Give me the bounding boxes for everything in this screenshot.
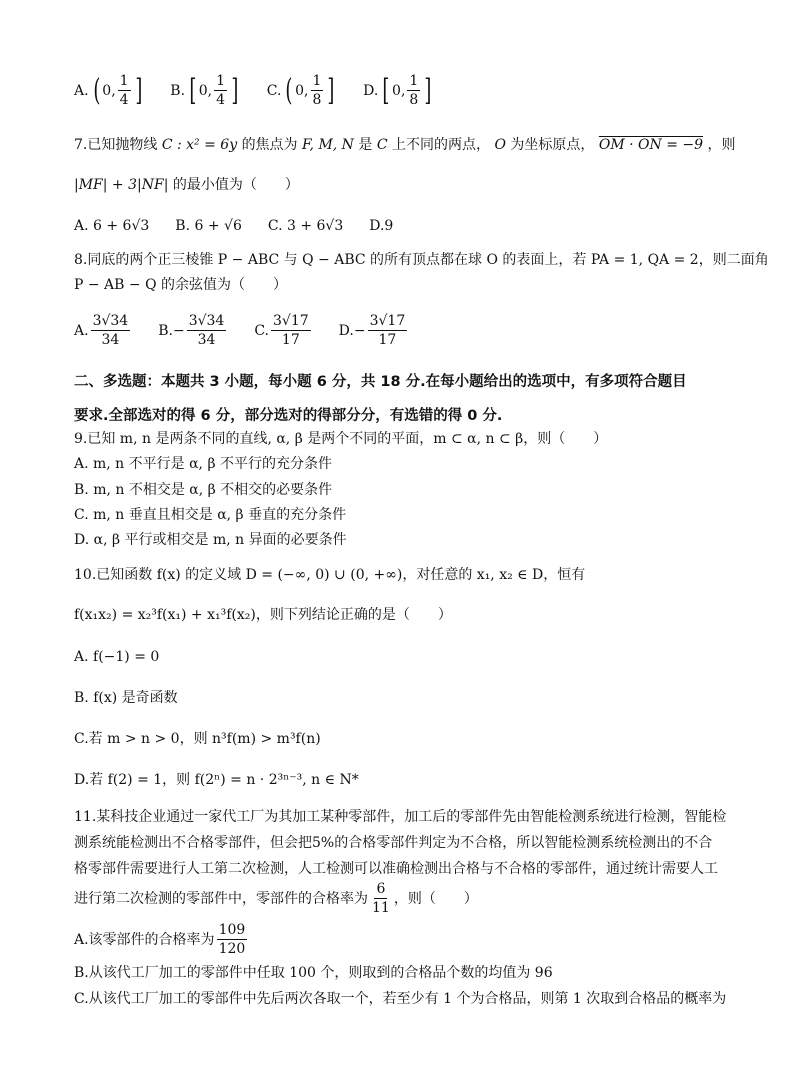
q9-option-a: A. m, n 不平行是 α, β 不平行的充分条件 bbox=[74, 456, 333, 472]
q8-stem: 8.同底的两个正三棱锥 P − ABC 与 Q − ABC 的所有顶点都在球 O 的表面上，若 PA = 1, QA = 2，则二面角 bbox=[74, 252, 769, 268]
q9-option-c: C. m, n 垂直且相交是 α, β 垂直的充分条件 bbox=[74, 507, 347, 523]
q6-option-a: A. ( 0, $\frac{1}{4}$ ] bbox=[74, 72, 142, 108]
q10-stem-line2: f(x₁x₂) = x₂³f(x₁) + x₁³f(x₂)，则下列结论正确的是（ ） bbox=[74, 607, 452, 623]
q7-option-b: B. 6 + √6 bbox=[175, 218, 242, 234]
q6-option-c: C. ( 0, $\frac{1}{8}$ ] bbox=[266, 72, 335, 108]
q7-stem: 7.已知抛物线 C : x² = 6y 的焦点为 F, M, N 是 C 上不同的两点， O 为坐标原点， OM · ON = −9 ，则 bbox=[74, 137, 736, 153]
q11-stem: 11.某科技企业通过一家代工厂为其加工某种零部件，加工后的零部件先由智能检测系统进行检测，智能检 bbox=[74, 809, 727, 825]
q6-options bbox=[74, 72, 460, 109]
q11-stem-line2: 测系统能检测出不合格零部件，但会把5%的合格零部件判定为不合格，所以智能检测系统检测出的不合 bbox=[74, 835, 713, 851]
q6-option-b: B. [ 0, $\frac{1}{4}$ ] bbox=[170, 72, 239, 108]
q8-option-d: D.− $\frac{3√17}{17}$ bbox=[338, 313, 406, 348]
q10-option-a: A. f(−1) = 0 bbox=[74, 649, 160, 665]
q11-stem-line3: 格零部件需要进行人工第二次检测，人工检测可以准确检测出合格与不合格的零部件，通过统计需要人工 bbox=[74, 861, 718, 877]
q8-option-b: B.− $\frac{3√34}{34}$ bbox=[158, 313, 225, 348]
q10-option-d: D.若 f(2) = 1，则 f(2ⁿ) = n · 2³ⁿ⁻³, n ∈ N* bbox=[74, 772, 359, 788]
q11-option-c: C.从该代工厂加工的零部件中先后两次各取一个，若至少有 1 个为合格品，则第 1 次取到合格品的概率为 bbox=[74, 991, 727, 1007]
q10-option-b: B. f(x) 是奇函数 bbox=[74, 690, 178, 706]
q7-option-c: C. 3 + 6√3 bbox=[267, 218, 344, 234]
q9-option-d: D. α, β 平行或相交是 m, n 异面的必要条件 bbox=[74, 532, 347, 548]
q9-stem: 9.已知 m, n 是两条不同的直线, α, β 是两个不同的平面，m ⊂ α, n ⊂ β，则（ ） bbox=[74, 431, 608, 447]
q9-option-b: B. m, n 不相交是 α, β 不相交的必要条件 bbox=[74, 482, 333, 498]
section-heading-line2: 要求.全部选对的得 6 分，部分选对的得部分分，有选错的得 0 分. bbox=[74, 408, 503, 424]
q7-options bbox=[74, 217, 419, 235]
q6-option-d: D. [ 0, $\frac{1}{8}$ ] bbox=[363, 72, 432, 108]
q11-stem-line4: 进行第二次检测的零部件中，零部件的合格率为 $\frac{6}{11}$ ，则（ ） bbox=[74, 881, 478, 916]
q8-option-a: A. $\frac{3√34}{34}$ bbox=[74, 313, 129, 348]
q8-stem-line2: P − AB − Q 的余弦值为（ ） bbox=[74, 277, 288, 293]
q8-option-c: C. $\frac{3√17}{17}$ bbox=[254, 313, 309, 348]
q10-option-c: C.若 m > n > 0，则 n³f(m) > m³f(n) bbox=[74, 731, 321, 747]
section-heading: 二、多选题：本题共 3 小题，每小题 6 分，共 18 分.在每小题给出的选项中，有多项符合题目 bbox=[74, 374, 687, 390]
q7-option-d: D.9 bbox=[369, 218, 394, 234]
q11-option-b: B.从该代工厂加工的零部件中任取 100 个，则取到的合格品个数的均值为 96 bbox=[74, 965, 553, 981]
q10-stem: 10.已知函数 f(x) 的定义域 D = (−∞, 0) ∪ (0, +∞)，对任意的 x₁, x₂ ∈ D，恒有 bbox=[74, 567, 586, 583]
q8-options bbox=[74, 312, 435, 349]
q7-option-a: A. 6 + 6√3 bbox=[74, 218, 150, 234]
q7-stem-line2: |MF| + 3|NF| 的最小值为（ ） bbox=[74, 177, 299, 193]
q11-option-a: A.该零部件的合格率为 $\frac{109}{120}$ bbox=[74, 922, 246, 957]
